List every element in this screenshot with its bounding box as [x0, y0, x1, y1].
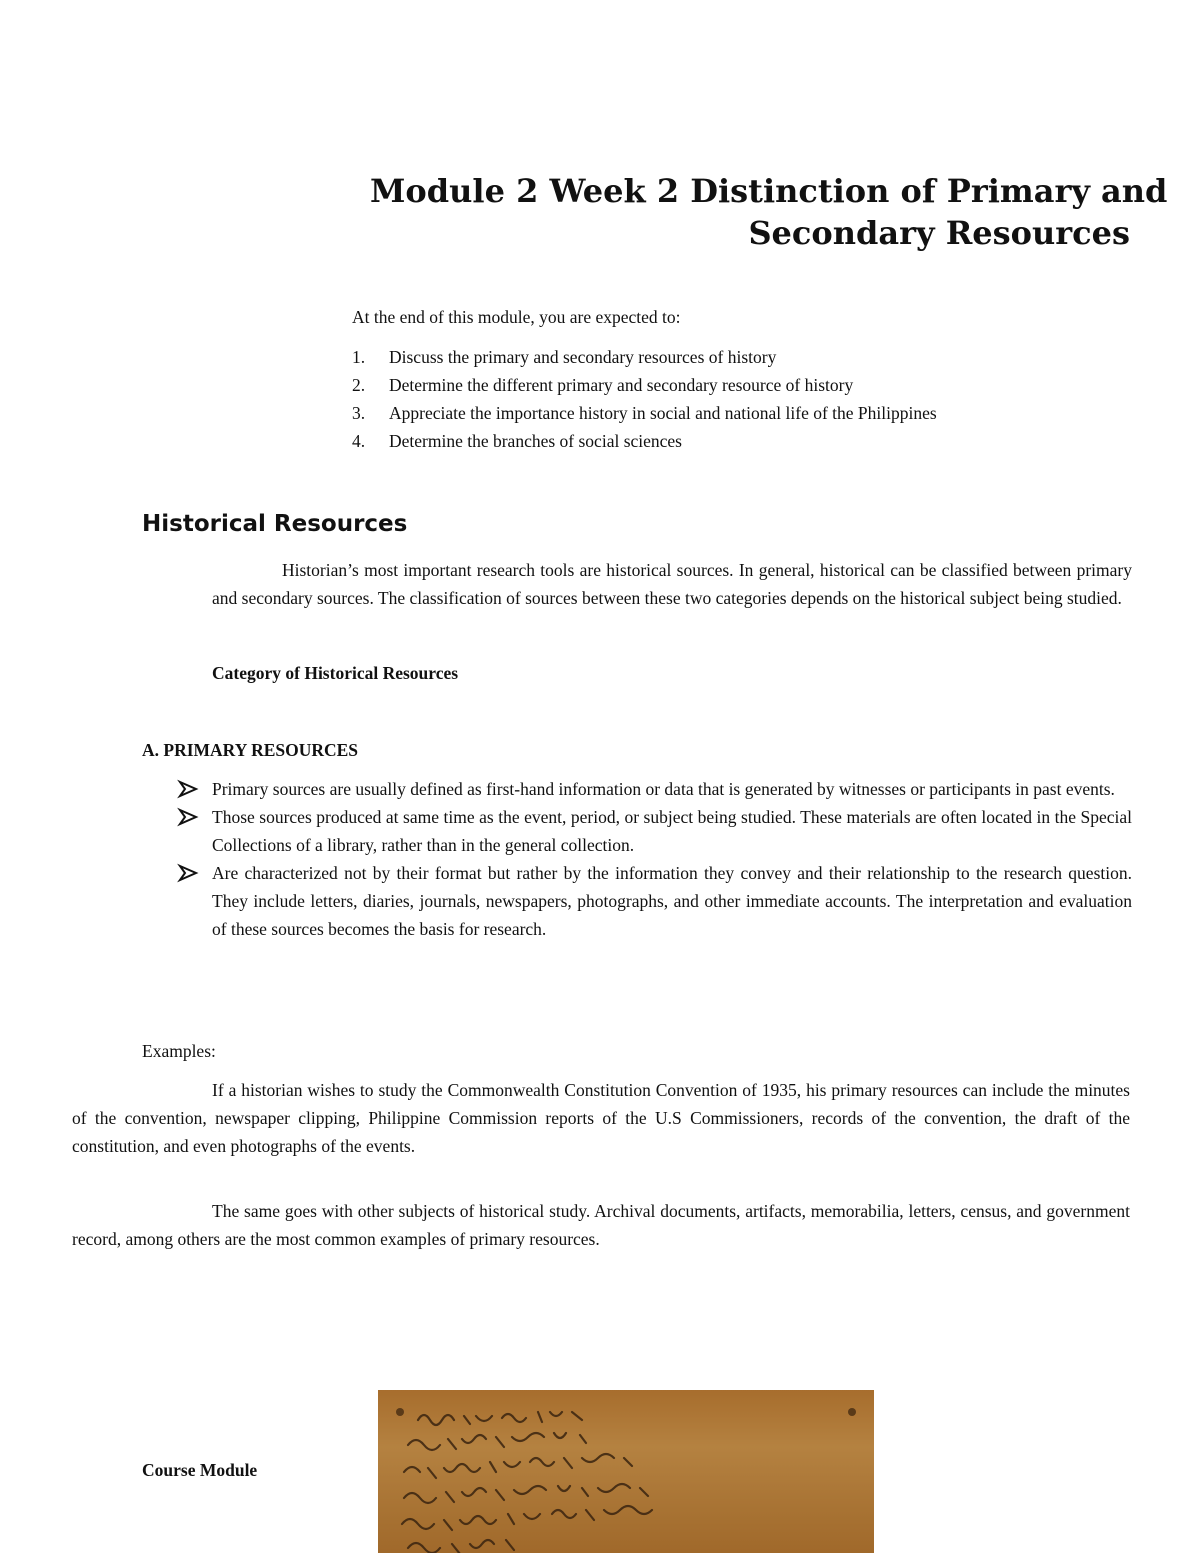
arrow-bullet-icon	[176, 803, 200, 831]
list-item	[352, 399, 1092, 427]
list-number: 4.	[352, 431, 366, 451]
list-item	[176, 859, 1132, 943]
objectives-intro: At the end of this module, you are expected to:	[352, 307, 681, 327]
examples-paragraph-2: The same goes with other subjects of historical study. Archival documents, artifacts, memorabilia, letters, census, and government record, among others are the most common examples of primary resources.	[72, 1201, 1130, 1249]
arrow-bullet-icon	[176, 775, 200, 803]
title-line-2: Secondary Resources	[748, 214, 1130, 252]
arrow-bullet-icon	[176, 859, 200, 887]
examples-label: Examples:	[142, 1041, 216, 1061]
list-item	[176, 803, 1132, 859]
list-text: Determine the branches of social sciences	[389, 431, 682, 451]
footer-course-module: Course Module	[142, 1460, 258, 1480]
page-title	[370, 170, 1168, 254]
primary-bullets	[176, 775, 1132, 943]
baybayin-artifact-photo	[378, 1390, 874, 1553]
bullet-text: Those sources produced at same time as the event, period, or subject being studied. These materials are often located in the Special Collections of a library, rather than in the general collection.	[212, 807, 1132, 855]
category-heading: Category of Historical Resources	[212, 663, 459, 683]
list-item	[352, 371, 1092, 399]
examples-paragraph-1: If a historian wishes to study the Commonwealth Constitution Convention of 1935, his primary resources can include the minutes of the convention, newspaper clipping, Philippine Commission reports of the U.S Commissioners, records of the convention, the draft of the constitution, and even photographs of the events.	[72, 1080, 1130, 1156]
historical-resources-paragraph: Historian’s most important research tools are historical sources. In general, historical can be classified between primary and secondary sources. The classification of sources between these two categories depends on the historical subject being studied.	[212, 560, 1132, 608]
list-item	[352, 343, 1092, 371]
objectives-list	[352, 343, 1092, 455]
primary-resources-heading: A. PRIMARY RESOURCES	[142, 740, 359, 760]
bullet-text: Are characterized not by their format but rather by the information they convey and their relationship to the research question. They include letters, diaries, journals, newspapers, photographs, and other immediate accounts. The interpretation and evaluation of these sources becomes the basis for research.	[212, 863, 1132, 939]
list-number: 2.	[352, 375, 366, 395]
artifact-script-image	[378, 1390, 874, 1553]
list-item	[176, 775, 1132, 803]
list-text: Determine the different primary and secondary resource of history	[389, 375, 854, 395]
list-item	[352, 427, 1092, 455]
bullet-text: Primary sources are usually defined as first-hand information or data that is generated by witnesses or participants in past events.	[212, 779, 1115, 799]
list-number: 3.	[352, 403, 366, 423]
list-number: 1.	[352, 347, 366, 367]
historical-resources-heading: Historical Resources	[142, 511, 408, 537]
title-line-1: Module 2 Week 2 Distinction of Primary and	[370, 172, 1168, 210]
list-text: Appreciate the importance history in social and national life of the Philippines	[389, 403, 937, 423]
list-text: Discuss the primary and secondary resources of history	[389, 347, 777, 367]
